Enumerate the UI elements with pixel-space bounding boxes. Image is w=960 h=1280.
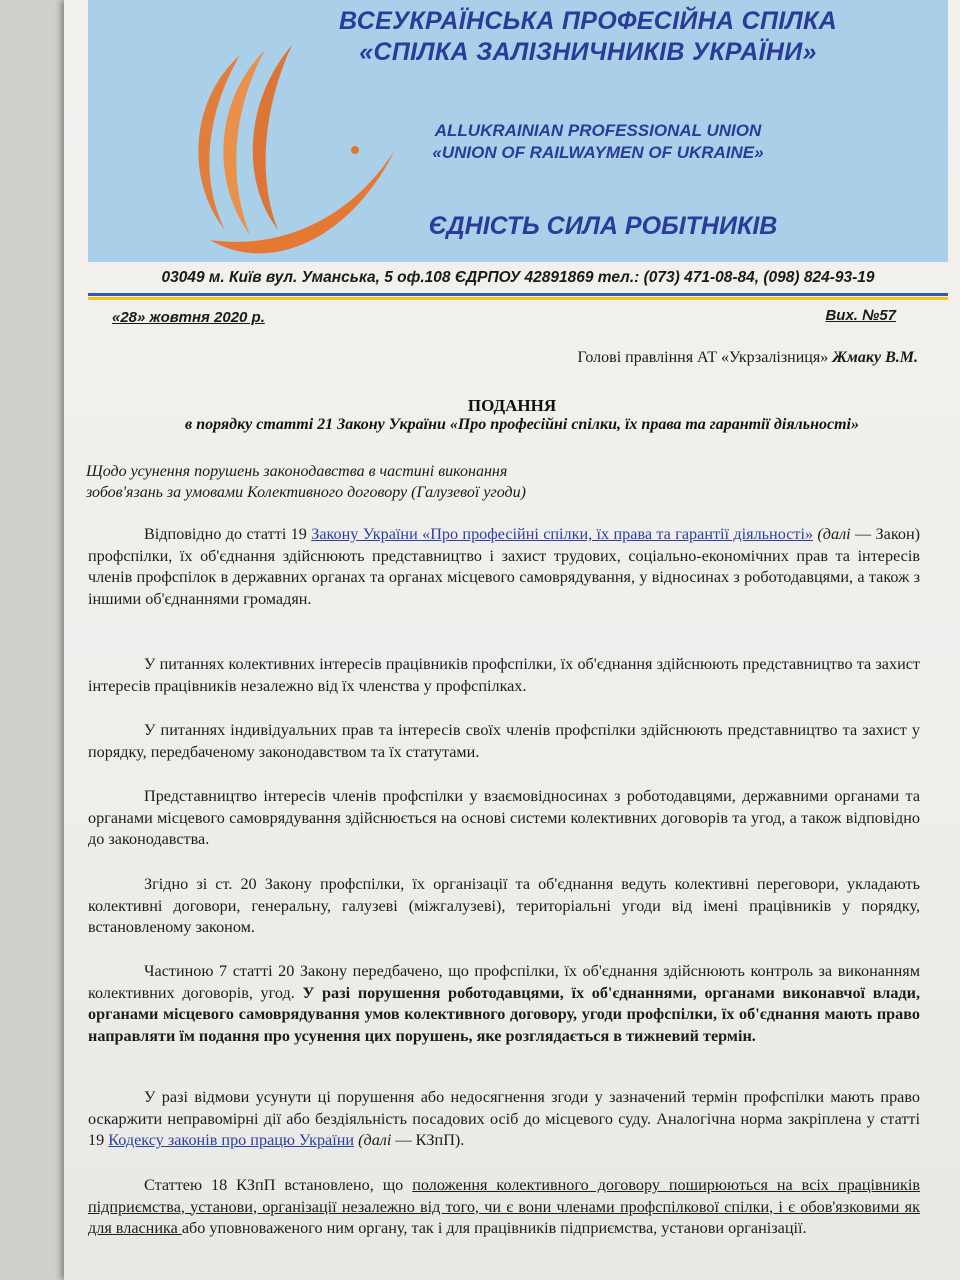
p8-end: або уповноваженого ним органу, так і для працівників підприємства, установи організації. [181, 1219, 807, 1237]
org-name-english-line2: «UNION OF RAILWAYMEN OF UKRAINE» [432, 143, 764, 162]
document-title: ПОДАННЯ [467, 396, 557, 415]
law-link[interactable]: Закону України «Про професійні спілки, їх права та гарантії діяльності» [311, 525, 814, 543]
p1-rest: — Закон) профспілки, їх об'єднання здійснюють представництво і захист трудових, соціально-економічних прав та інтересів членів профспілок в державних органах та органах місцевого самоврядування, у відносинах з роботодавцями, а також з іншими об'єднаннями громадян. [88, 525, 921, 608]
p6-normal: Частиною 7 статті 20 Закону передбачено, що профспілки, їх об'єднання здійснюють контроль за виконанням колективних договорів, угод. [88, 962, 920, 1002]
recipient [578, 349, 918, 367]
p8-underlined: положення колективного договору поширюються на всіх працівників підприємства, установи, організації незалежно від того, чи є вони членами профспілкової спілки, і є обов'язковими як для власника [88, 1176, 920, 1237]
paragraph-4: Представництво інтересів членів профспілки у взаємовідносинах з роботодавцями, державними органами та органами місцевого самоврядування здійснюється на основі системи колективних договорів та угод, а також відповідно до законодавства. [88, 787, 920, 848]
regarding-line2: зобов'язань за умовами Колективного договору (Галузевої угоди) [86, 484, 526, 501]
paragraph-8 [88, 1175, 920, 1240]
p7-start: У разі відмови усунути ці порушення або недосягнення згоди у зазначений термін профспілки мають право оскаржити неправомірні дії або бездіяльність посадових осіб до місцевого суду. Аналогічна норма закріплена у статті 19 [88, 1088, 920, 1149]
p8-start: Статтею 18 КЗпП встановлено, що [144, 1176, 413, 1194]
paragraph-1 [88, 524, 920, 610]
p7-italic: (далі [358, 1131, 392, 1149]
letterhead-banner [88, 0, 948, 262]
outgoing-number: Вих. №57 [825, 307, 896, 324]
divider-blue [88, 293, 948, 296]
regarding [86, 461, 646, 503]
recipient-prefix: Голові правління АТ «Укрзалізниця» [577, 349, 829, 366]
divider-yellow [88, 297, 948, 300]
paragraph-3: У питаннях індивідуальних прав та інтересів своїх членів профспілки здійснюють представництво та захист у порядку, передбаченому законодавством та їх статутами. [88, 721, 920, 761]
recipient-name: Жмаку В.М. [832, 349, 918, 366]
paragraph-6 [88, 961, 920, 1047]
address-line: 03049 м. Київ вул. Уманська, 5 оф.108 ЄДРПОУ 42891869 тел.: (073) 471-08-84, (098) 824-93-19 [161, 269, 875, 286]
document-page [64, 0, 960, 1280]
paragraph-5: Згідно зі ст. 20 Закону профспілки, їх організації та об'єднання ведуть колективні переговори, укладають колективні договори, генеральну, галузеві (міжгалузеві), територіальні угоди від імені працівників у порядку, встановленому законом. [88, 875, 920, 936]
regarding-line1: Щодо усунення порушень законодавства в частині виконання [86, 463, 508, 480]
org-name-ukrainian [288, 6, 888, 68]
org-name-ukrainian-line1: ВСЕУКРАЇНСЬКА ПРОФЕСІЙНА СПІЛКА [339, 7, 837, 35]
org-name-ukrainian-line2: «СПІЛКА ЗАЛІЗНИЧНИКІВ УКРАЇНИ» [359, 38, 817, 66]
letter-date: «28» жовтня 2020 р. [112, 309, 265, 326]
paragraph-2: У питаннях колективних інтересів працівників профспілки, їх об'єднання здійснюють представництво та захист інтересів працівників незалежно від їх членства у профспілках. [88, 655, 920, 695]
org-name-english [378, 120, 818, 164]
p1-italic: (далі [817, 525, 851, 543]
labor-code-link[interactable]: Кодексу законів про працю України [108, 1131, 355, 1149]
p1-start: Відповідно до статті 19 [144, 525, 312, 543]
paragraph-7 [88, 1087, 920, 1152]
p6-bold: У разі порушення роботодавцями, їх об'єднаннями, органами виконавчої влади, органами місцевого самоврядування умов колективного договору, угоди профспілки, їх об'єднання мають право направляти їм подання про усунення цих порушень, яке розглядається в тижневий термін. [88, 983, 920, 1045]
p7-end: — КЗпП). [391, 1131, 465, 1149]
org-name-english-line1: ALLUKRAINIAN PROFESSIONAL UNION [434, 121, 762, 140]
motto: ЄДНІСТЬ СИЛА РОБІТНИКІВ [428, 212, 778, 240]
document-subtitle: в порядку статті 21 Закону України «Про професійні спілки, їх права та гарантії діяльності» [185, 416, 859, 433]
